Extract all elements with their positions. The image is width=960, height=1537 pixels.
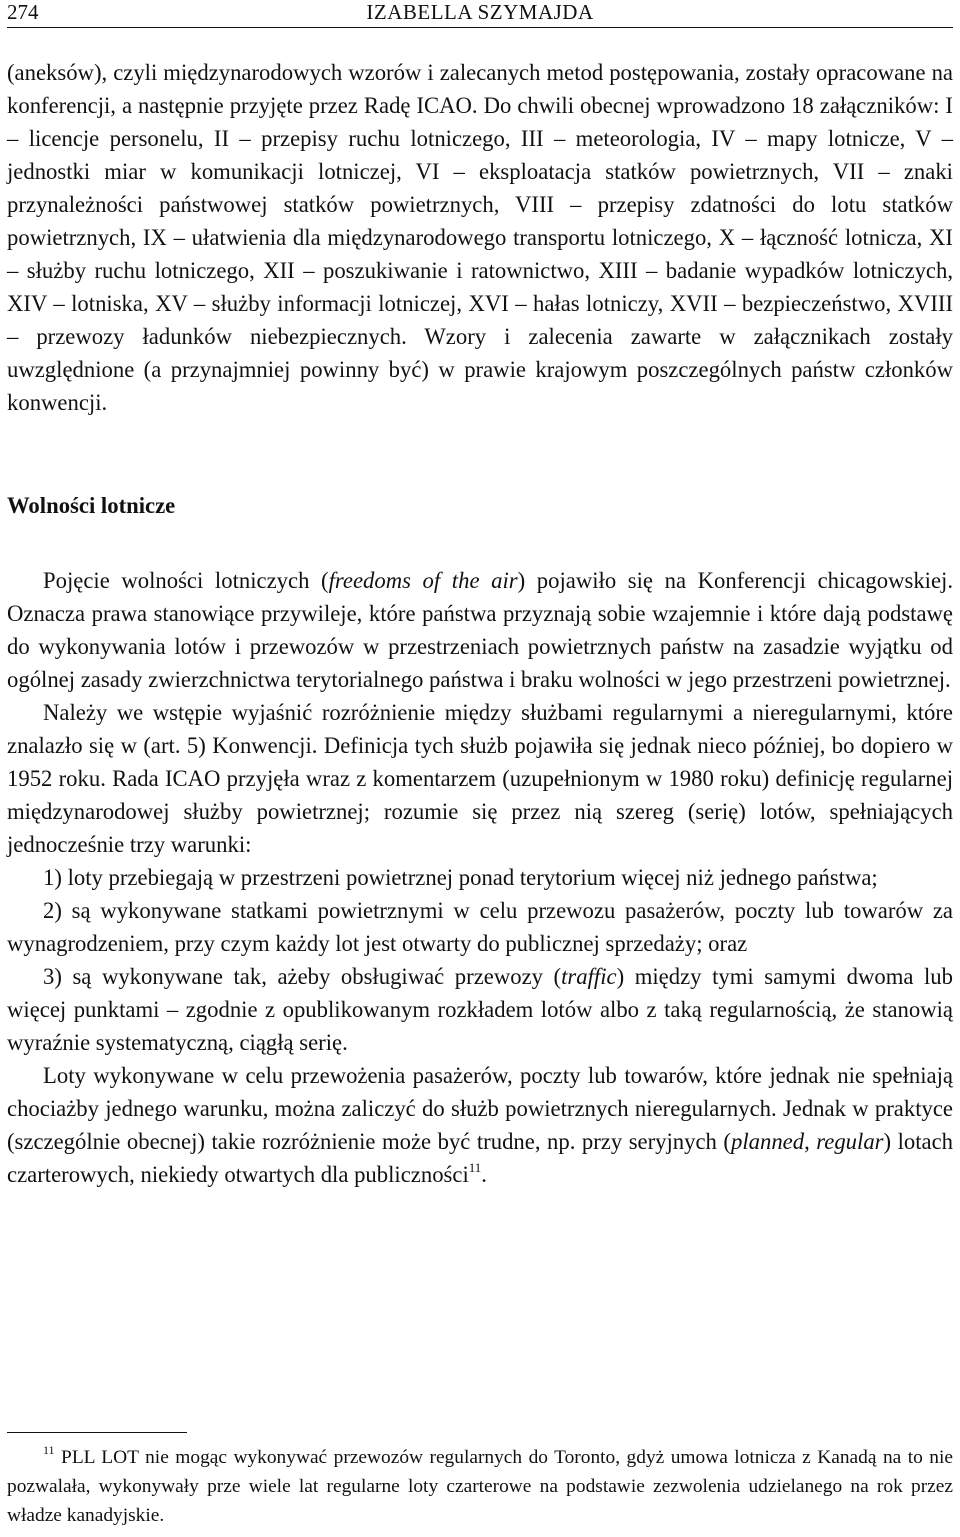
text-run: ) między tymi samymi dwoma lub więcej punktami – zgodnie z opublikowanym rozkładem lotów albo z taką regularnością, że stanowią wyraźnie systematyczną, ciągłą serię.	[7, 964, 953, 1055]
text-run: ) lotach czarterowych, niekiedy otwartych dla publiczności	[7, 1129, 953, 1187]
page-number: 274	[7, 0, 39, 24]
running-head	[7, 0, 953, 28]
list-item-3	[7, 960, 953, 1059]
italic-term: regular	[816, 1129, 884, 1154]
section-body	[7, 564, 953, 1191]
list-item-1: 1) loty przebiegają w przestrzeni powietrznej ponad terytorium więcej niż jednego państwa;	[43, 865, 878, 890]
text-run: 3) są wykonywane tak, ażeby obsługiwać przewozy (	[43, 964, 562, 989]
italic-term: traffic	[561, 964, 617, 989]
text-run: Loty wykonywane w celu przewożenia pasażerów, poczty lub towarów, które jednak nie spełniają chociażby jednego warunku, można zaliczyć do służb powietrznych nieregularnych. Jednak w praktyce (szczególnie obecnej) takie rozróżnienie może być trudne, np. przy seryjnych (	[7, 1063, 953, 1154]
footnote-divider	[7, 1432, 187, 1433]
paragraph-nonregular	[7, 1059, 953, 1191]
footnote-number: 11	[43, 1443, 55, 1457]
footnote	[7, 1443, 953, 1530]
italic-term: freedoms of the air	[328, 568, 518, 593]
text-run: ,	[804, 1129, 817, 1154]
footnote-reference[interactable]: 11	[468, 1160, 482, 1175]
running-title: IZABELLA SZYMAJDA	[366, 0, 594, 24]
paragraph-freedoms	[7, 564, 953, 696]
text-run: .	[481, 1162, 487, 1187]
text-run: ) pojawiło się na Konferencji chicagowskiej. Oznacza prawa stanowiące przywileje, które państwa przyznają sobie wzajemnie i które dają podstawę do wykonywania lotów i przewozów w przestrzeniach powietrznych państw na zasadzie wyjątku od ogólnej zasady zwierzchnictwa terytorialnego państwa i braku wolności w jego przestrzeni powietrznej.	[7, 568, 954, 692]
paragraph-annexes: (aneksów), czyli międzynarodowych wzorów i zalecanych metod postępowania, zostały opracowane na konferencji, a następnie przyjęte przez Radę ICAO. Do chwili obecnej wprowadzono 18 załączników: I – licencje personelu, II – przepisy ruchu lotniczego, III – meteorologia, IV – mapy lotnicze, V – jednostki miar w komunikacji lotniczej, VI – eksploatacja statków powietrznych, VII – znaki przynależności państwowej statków powietrznych, VIII – przepisy zdatności do lotu statków powietrznych, IX – ułatwienia dla międzynarodowego transportu lotniczego, X – łączność lotnicza, XI – służby ruchu lotniczego, XII – poszukiwanie i ratownictwo, XIII – badanie wypadków lotniczych, XIV – lotniska, XV – służby informacji lotniczej, XVI – hałas lotniczy, XVII – bezpieczeństwo, XVIII – przewozy ładunków niebezpiecznych. Wzory i zalecenia zawarte w załącznikach zostały uwzględnione (a przynajmniej powinny być) w prawie krajowym poszczególnych państw członków konwencji.	[7, 60, 953, 415]
footnote-text	[7, 1443, 953, 1530]
italic-term: planned	[730, 1129, 805, 1154]
body-text	[7, 56, 953, 419]
paragraph-regular-services: Należy we wstępie wyjaśnić rozróżnienie między służbami regularnymi a nieregularnymi, które znalazło się w (art. 5) Konwencji. Definicja tych służb pojawiła się jednak nieco później, bo dopiero w 1952 roku. Rada ICAO przyjęła wraz z komentarzem (uzupełnionym w 1980 roku) definicję regularnej międzynarodowej służby powietrznej; rozumie się przez nią szereg (serię) lotów, spełniających jednocześnie trzy warunki:	[7, 700, 953, 857]
section-heading: Wolności lotnicze	[7, 493, 176, 518]
text-run: Pojęcie wolności lotniczych (	[43, 568, 329, 593]
footnote-body: PLL LOT nie mogąc wykonywać przewozów regularnych do Toronto, gdyż umowa lotnicza z Kanadą na to nie pozwalała, wykonywały prze wiele lat regularne loty czarterowe na podstawie zezwolenia udzielanego na rok przez władze kanadyjskie.	[7, 1447, 953, 1526]
book-page	[7, 0, 953, 1191]
list-item-2: 2) są wykonywane statkami powietrznymi w celu przewozu pasażerów, poczty lub towarów za wynagrodzeniem, przy czym każdy lot jest otwarty do publicznej sprzedaży; oraz	[7, 898, 953, 956]
